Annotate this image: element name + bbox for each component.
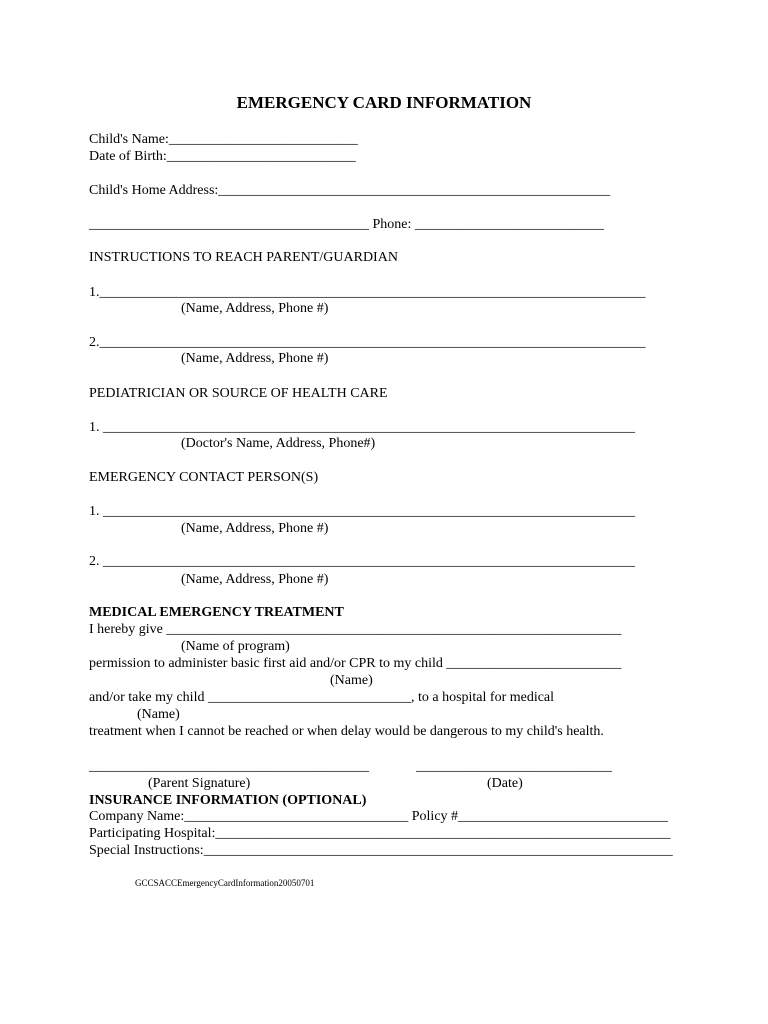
participating-hospital-field[interactable]: Participating Hospital:_________________________________________________________________	[89, 826, 671, 841]
parent-caption-2: (Name, Address, Phone #)	[181, 351, 329, 366]
program-name-caption: (Name of program)	[181, 639, 290, 654]
date-field[interactable]: ____________________________	[416, 759, 612, 774]
document-id-footer: GCCSACCEmergencyCardInformation20050701	[135, 878, 315, 888]
medical-treatment-heading: MEDICAL EMERGENCY TREATMENT	[89, 605, 344, 620]
treatment-statement: treatment when I cannot be reached or when delay would be dangerous to my child's health.	[89, 724, 604, 739]
parent-line-1[interactable]: 1.______________________________________________________________________________	[89, 285, 646, 300]
emergency-caption-1: (Name, Address, Phone #)	[181, 521, 329, 536]
program-name-field[interactable]: I hereby give _________________________________________________________________	[89, 622, 622, 637]
date-caption: (Date)	[487, 776, 523, 791]
emergency-line-2[interactable]: 2. ____________________________________________________________________________	[89, 554, 635, 569]
emergency-line-1[interactable]: 1. ____________________________________________________________________________	[89, 504, 635, 519]
pediatrician-heading: PEDIATRICIAN OR SOURCE OF HEALTH CARE	[89, 386, 388, 401]
company-policy-field[interactable]: Company Name:________________________________ Policy #______________________________	[89, 809, 669, 824]
parent-signature-caption: (Parent Signature)	[148, 776, 251, 791]
permission-child-field[interactable]: permission to administer basic first aid and/or CPR to my child _________________________	[89, 656, 622, 671]
parent-signature-field[interactable]: ________________________________________	[89, 759, 369, 774]
pediatrician-line-1[interactable]: 1. ____________________________________________________________________________	[89, 420, 635, 435]
hospital-child-field[interactable]: and/or take my child _____________________________, to a hospital for medical	[89, 690, 555, 705]
child-name-caption-2: (Name)	[137, 707, 180, 722]
emergency-caption-2: (Name, Address, Phone #)	[181, 572, 329, 587]
home-address-field[interactable]: Child's Home Address:________________________________________________________	[89, 183, 611, 198]
address-phone-field[interactable]: ________________________________________ Phone: ___________________________	[89, 217, 604, 232]
parent-caption-1: (Name, Address, Phone #)	[181, 301, 329, 316]
date-of-birth-field[interactable]: Date of Birth:___________________________	[89, 149, 356, 164]
parent-line-2[interactable]: 2.______________________________________________________________________________	[89, 335, 646, 350]
child-name-field[interactable]: Child's Name:___________________________	[89, 132, 358, 147]
special-instructions-field[interactable]: Special Instructions:___________________________________________________________________	[89, 843, 673, 858]
child-name-caption-1: (Name)	[330, 673, 373, 688]
parent-guardian-heading: INSTRUCTIONS TO REACH PARENT/GUARDIAN	[89, 250, 398, 265]
emergency-contact-heading: EMERGENCY CONTACT PERSON(S)	[89, 470, 319, 485]
pediatrician-caption-1: (Doctor's Name, Address, Phone#)	[181, 436, 376, 451]
page-title: EMERGENCY CARD INFORMATION	[236, 93, 532, 112]
insurance-heading: INSURANCE INFORMATION (OPTIONAL)	[89, 793, 367, 808]
